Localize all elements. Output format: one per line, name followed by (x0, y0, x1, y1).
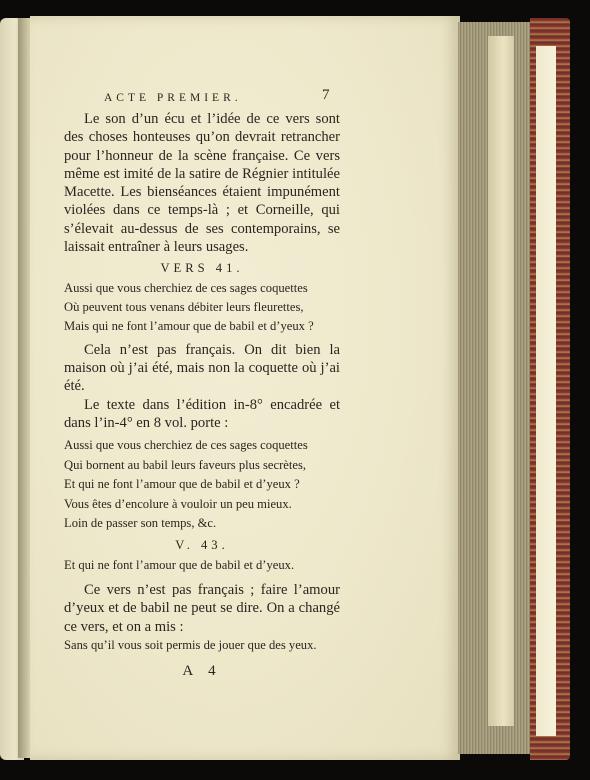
verse-line: Où peuvent tous venans débiter leurs fleurettes, (64, 299, 304, 314)
commentary-paragraph-2: Cela n’est pas français. On dit bien la maison où j’ai été, mais non la coquette où j’ai été. (64, 341, 340, 395)
verse-line: Mais qui ne font l’amour que de babil et d’yeux ? (64, 319, 314, 334)
verse-heading-43: V. 43. (175, 538, 229, 553)
running-header (64, 88, 340, 110)
verse-quote-2 (64, 436, 340, 533)
book-cover-edge (530, 18, 570, 760)
verse-line: Vous êtes d’encolure à vouloir un peu mieux. (64, 496, 292, 511)
verse-line: Aussi que vous cherchiez de ces sages coquettes (64, 438, 308, 453)
verse-line: Loin de passer son temps, &c. (64, 515, 217, 530)
commentary-paragraph-3: Le texte dans l’édition in-8° encadrée et dans l’in-4° en 8 vol. porte : (64, 396, 340, 431)
verse-line: Et qui ne font l’amour que de babil et d’yeux. (64, 557, 295, 572)
verse-line: Qui bornent au babil leurs faveurs plus secrètes, (64, 457, 307, 472)
verse-line: Aussi que vous cherchiez de ces sages coquettes (64, 280, 308, 295)
page-text (64, 88, 340, 679)
commentary-paragraph-1: Le son d’un écu et l’idée de ce vers sont des choses honteuses qu’on devrait retrancher pour l’honneur de la scène française. Ce vers même est imité de la satire de Régnier intitulée Macette. Les bienséances étaient impunément violées dans ce temps-là ; et Corneille, qui s’élevait au-dessus de ses contemporains, se laissait entraîner à leurs usages. (64, 111, 340, 256)
verse-quote-3 (64, 556, 340, 575)
page-number: 7 (322, 87, 330, 103)
verse-heading-41: VERS 41. (160, 261, 244, 276)
signature-mark: A 4 (182, 663, 222, 680)
running-head: ACTE PREMIER. (104, 92, 242, 104)
verse-quote-1 (64, 279, 340, 337)
commentary-paragraph-4: Ce vers n’est pas français ; faire l’amour d’yeux et de babil ne peut se dire. On a changé ce vers, et on a mis : (64, 581, 340, 635)
verse-quote-4 (64, 636, 340, 655)
page-fore-edge (458, 22, 540, 754)
verse-line: Sans qu’il vous soit permis de jouer que des yeux. (64, 637, 317, 652)
verse-line: Et qui ne font l’amour que de babil et d’yeux ? (64, 477, 300, 492)
